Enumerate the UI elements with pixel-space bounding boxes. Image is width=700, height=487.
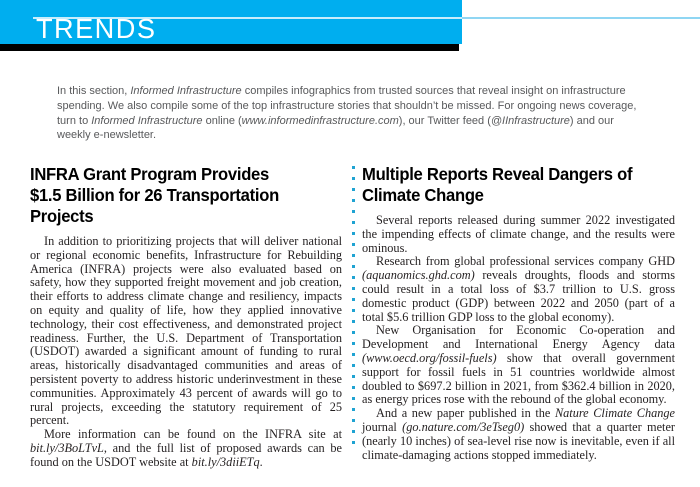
- intro-paragraph: In this section, Informed Infrastructure compiles infographics from trusted sources that reveal insight on infrastructure spending. We also compile some of the top infrastructure stories that shouldn’t be missed. For ongoing news coverage, turn to Informed Infrastructure online (www.informedinfrastructure.com), our Twitter feed (@IInfrastructure) and our weekly e-newsletter.: [57, 85, 637, 142]
- page-title: TRENDS: [36, 13, 157, 44]
- left-article-title-line1: INFRA Grant Program Provides: [30, 164, 269, 184]
- left-article-body: [30, 235, 342, 470]
- header-accent-line-right: [462, 17, 700, 19]
- article-paragraph: Research from global professional services company GHD (aquanomics.ghd.com) reveals droughts, floods and storms could result in a total loss of $3.7 trillion to U.S. gross domestic product (GDP) between 2022 and 2050 (part of a total $5.6 trillion GDP loss to the global economy).: [362, 254, 675, 324]
- right-article-title-line1: Multiple Reports Reveal Dangers of: [362, 164, 633, 184]
- column-divider: [352, 166, 355, 449]
- left-article-title: [30, 164, 326, 227]
- article-paragraph: New Organisation for Economic Co-operation and Development and International Energy Agency data (www.oecd.org/fossil-fuels) show that overall government support for fossil fuels in 51 countries worldwide almost doubled to $697.2 billion in 2021, from $362.4 billion in 2020, as energy prices rose with the rebound of the global economy.: [362, 323, 675, 407]
- left-article: [30, 164, 342, 470]
- header-black-bar: [0, 44, 459, 51]
- left-article-title-line2: $1.5 Billion for 26 Transportation Projects: [30, 185, 279, 226]
- right-article-title: [362, 164, 659, 206]
- right-article-body: [362, 214, 675, 462]
- article-paragraph: More information can be found on the INFRA site at bit.ly/3BoLTvL, and the full list of proposed awards can be found on the USDOT website at bit.ly/3diiETq.: [30, 427, 342, 469]
- right-article: [362, 164, 675, 462]
- article-paragraph: And a new paper published in the Nature Climate Change journal (go.nature.com/3eTseg0) showed that a quarter meter (nearly 10 inches) of sea-level rise now is inevitable, even if all climate-damaging actions stopped immediately.: [362, 406, 676, 462]
- article-paragraph: In addition to prioritizing projects that will deliver national or regional economic benefits, Infrastructure for Rebuilding America (INFRA) projects were also evaluated based on safety, how they supported freight movement and job creation, their efforts to address climate change and resiliency, impacts on equity and quality of life, how they applied innovative technology, their cost effectiveness, and demonstrated project readiness. Further, the U.S. Department of Transportation (USDOT) awarded a significant amount of funding to rural areas, historically disadvantaged communities and areas of persistent poverty to address historic underinvestment in these communities. Approximately 43 percent of awards will go to rural projects, exceeding the statutory requirement of 25 percent.: [30, 234, 342, 428]
- right-article-title-line2: Climate Change: [362, 185, 484, 205]
- article-paragraph: Several reports released during summer 2022 investigated the impending effects of climate change, and the results were ominous.: [362, 213, 675, 255]
